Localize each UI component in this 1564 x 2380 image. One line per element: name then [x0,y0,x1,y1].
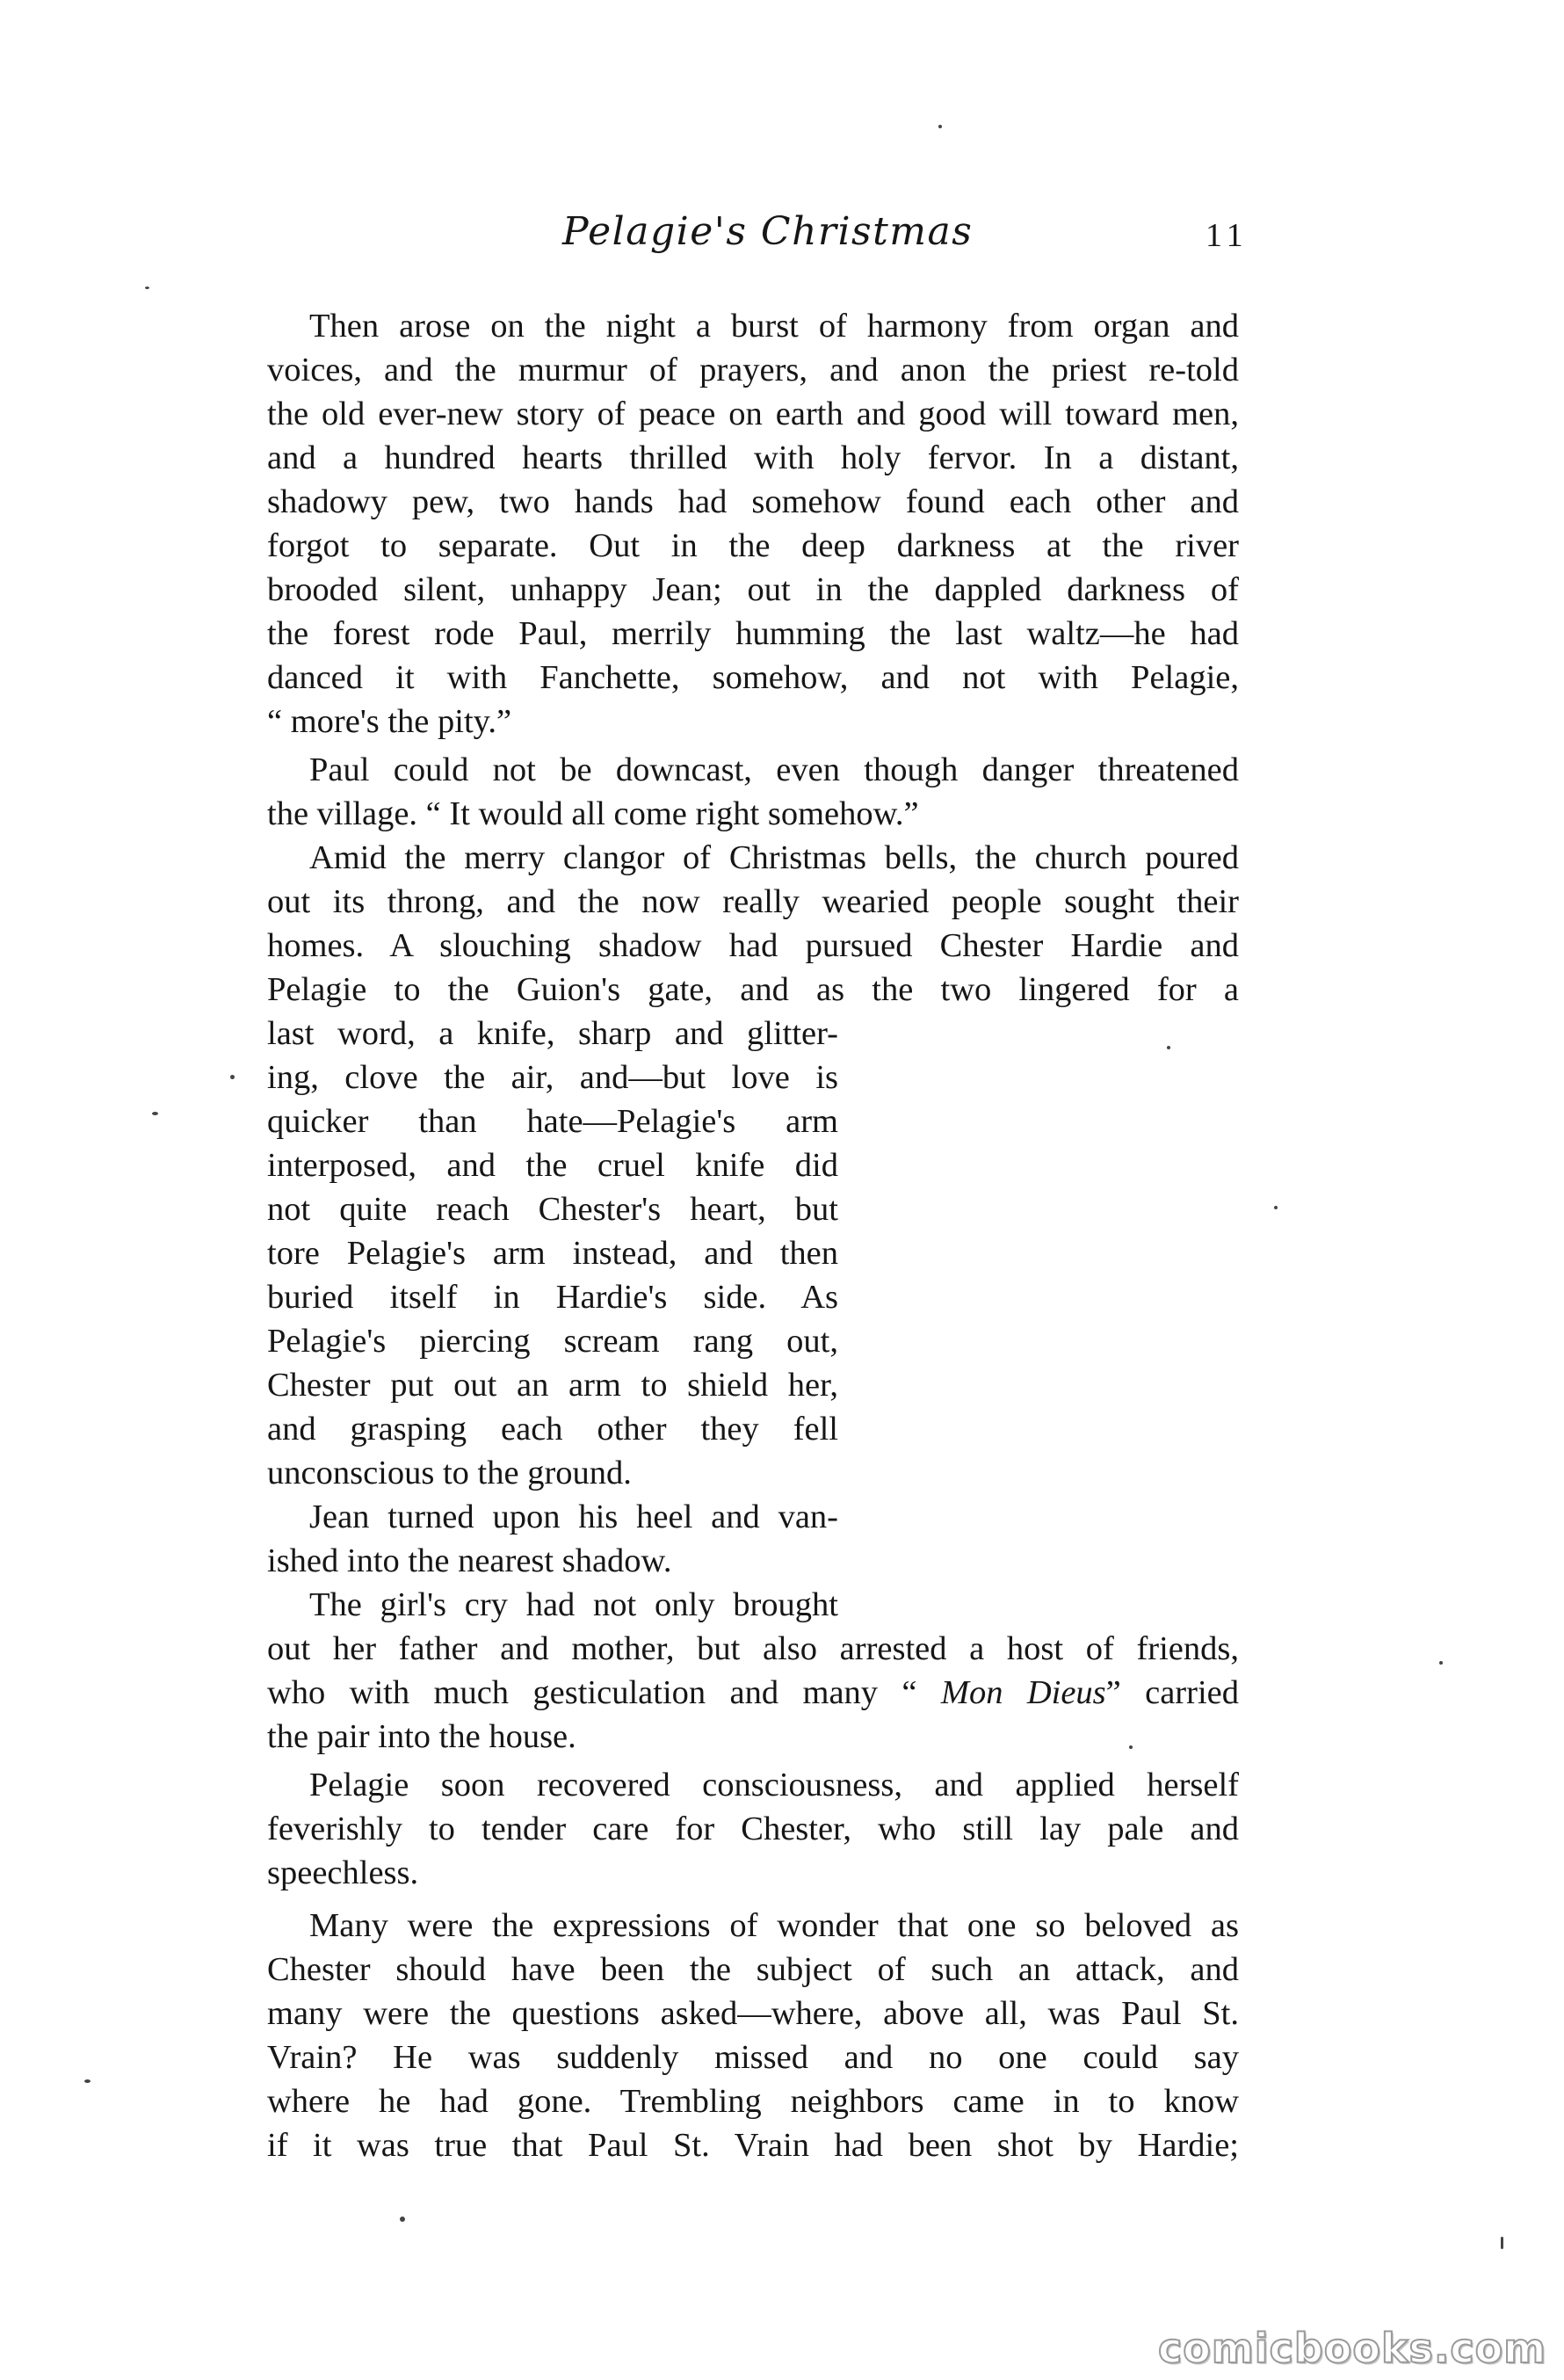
text-line: The girl's cry had not only brought [309,1586,838,1623]
text-segment: ” carried [1105,1674,1239,1711]
text-line: feverishly to tender care for Chester, who still lay pale and [267,1810,1239,1847]
text-line: danced it with Fanchette, somehow, and not with Pelagie, [267,659,1239,696]
print-speck [145,287,149,289]
text-line: where he had gone. Trembling neighbors came in to know [267,2083,1239,2120]
print-speck [1129,1745,1133,1749]
text-line: and grasping each other they fell [267,1411,838,1448]
text-line: the old ever-new story of peace on earth and good will toward men, [267,395,1239,432]
text-line: not quite reach Chester's heart, but [267,1191,838,1228]
text-line: speechless. [267,1854,419,1891]
print-speck [230,1075,235,1079]
print-speck [1167,1046,1170,1049]
text-line: Then arose on the night a burst of harmony from organ and [309,308,1239,345]
text-line: “ more's the pity.” [267,703,512,740]
text-line [267,1671,1239,1715]
text-line: Chester put out an arm to shield her, [267,1367,838,1404]
text-line: Jean turned upon his heel and van- [309,1498,838,1535]
text-line: unconscious to the ground. [267,1455,632,1491]
page-number: 11 [1206,217,1249,254]
watermark-logo: comicbooks.com [1158,2325,1547,2372]
text-line: ing, clove the air, and—but love is [267,1059,838,1096]
text-line: out her father and mother, but also arrested a host of friends, [267,1630,1239,1667]
text-line: quicker than hate—Pelagie's arm [267,1103,838,1140]
text-segment: who with much gesticulation and many “ [267,1674,941,1711]
print-speck [1501,2237,1503,2249]
text-line: voices, and the murmur of prayers, and anon the priest re-told [267,352,1239,388]
text-line: if it was true that Paul St. Vrain had been shot by Hardie; [267,2127,1239,2164]
text-line: and a hundred hearts thrilled with holy fervor. In a distant, [267,439,1239,476]
text-segment-italic: Mon Dieus [940,1674,1106,1711]
text-line: the village. “ It would all come right somehow.” [267,795,919,832]
print-speck [1274,1206,1278,1209]
text-line: ished into the nearest shadow. [267,1542,672,1579]
print-speck [84,2079,91,2083]
text-line: Paul could not be downcast, even though danger threatened [309,751,1239,788]
text-line: homes. A slouching shadow had pursued Chester Hardie and [267,927,1239,964]
print-speck [1439,1661,1443,1665]
running-head [0,209,1564,271]
text-line: last word, a knife, sharp and glitter- [267,1015,838,1052]
text-line: Amid the merry clangor of Christmas bells, the church poured [309,839,1239,876]
text-line: many were the questions asked—where, above all, was Paul St. [267,1995,1239,2032]
text-line: Vrain? He was suddenly missed and no one could say [267,2039,1239,2076]
text-line: tore Pelagie's arm instead, and then [267,1235,838,1272]
text-line: Pelagie to the Guion's gate, and as the two lingered for a [267,971,1239,1008]
text-line: brooded silent, unhappy Jean; out in the dappled darkness of [267,571,1239,608]
text-line: Chester should have been the subject of such an attack, and [267,1951,1239,1988]
text-line: Pelagie soon recovered consciousness, and applied herself [309,1767,1239,1803]
print-speck [152,1112,158,1115]
text-line: Pelagie's piercing scream rang out, [267,1323,838,1360]
text-line: shadowy pew, two hands had somehow found each other and [267,483,1239,520]
text-line: the pair into the house. [267,1718,576,1755]
text-line: Many were the expressions of wonder that one so beloved as [309,1907,1239,1944]
text-line: forgot to separate. Out in the deep darkness at the river [267,527,1239,564]
text-line: interposed, and the cruel knife did [267,1147,838,1184]
running-title: Pelagie's Christmas [562,209,974,254]
print-speck [938,125,942,128]
text-line: out its throng, and the now really wearied people sought their [267,883,1239,920]
print-speck [400,2217,405,2222]
text-line: the forest rode Paul, merrily humming the last waltz—he had [267,615,1239,652]
text-line: buried itself in Hardie's side. As [267,1279,838,1316]
